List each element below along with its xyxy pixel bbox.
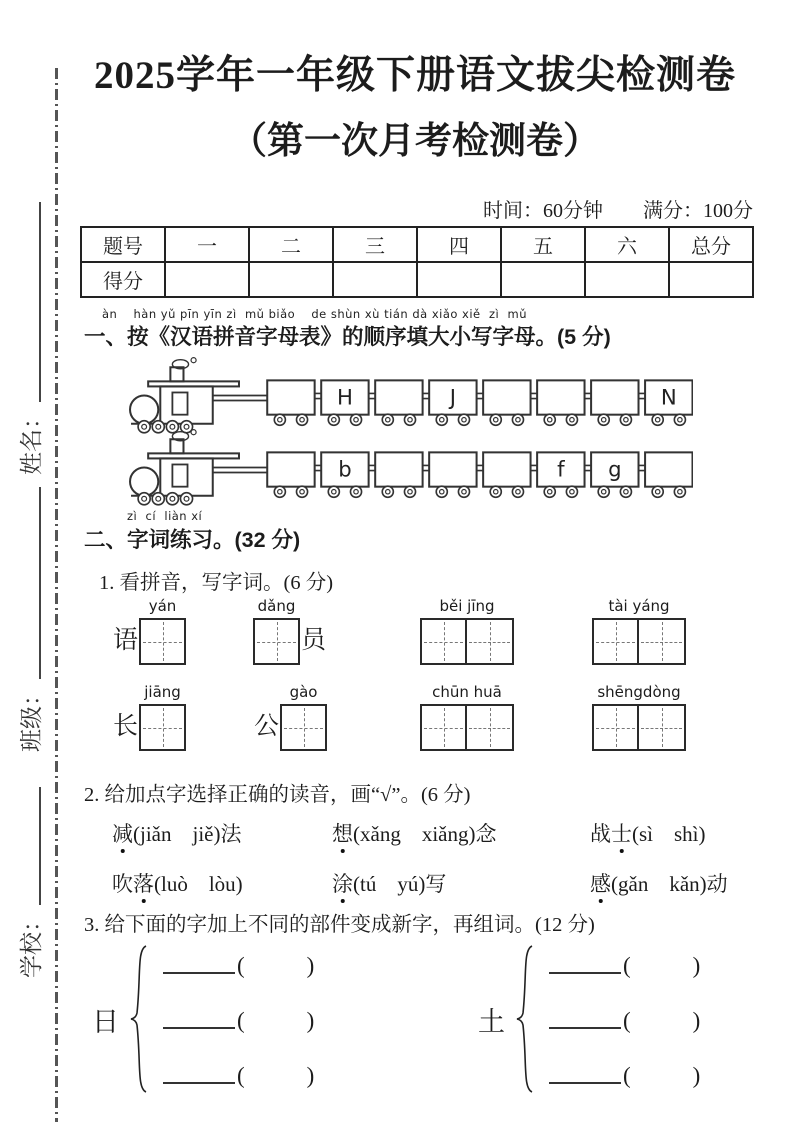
character-writing-box [139,618,186,665]
section2-heading: 二、字词练习。(32 分) [84,528,301,552]
pinyin-word-group [253,597,327,665]
new-character-blank [549,1062,621,1084]
new-character-blank [549,1007,621,1029]
answer-line [549,1007,700,1031]
answer-lines [549,952,700,1086]
pinyin-label: yán [148,597,177,615]
score-table-col-header: 总分 [669,227,753,262]
paren-open: ( [623,1063,631,1088]
pinyin-label: jiāng [144,683,181,701]
pinyin-word-group [592,597,686,665]
pinyin-word-group [112,683,186,751]
train-car [267,380,321,425]
character-writing-box [467,704,514,751]
paren-close: ) [692,953,701,978]
paren-close: ) [692,1008,701,1033]
train-car [483,452,537,497]
section2-pinyin: zì cí liàn xí [127,509,203,523]
character-writing-box [592,704,639,751]
locomotive-window [172,392,187,414]
base-character: 日 [92,1006,119,1037]
score-table [80,226,754,298]
answer-lines [163,952,314,1086]
score-table-header-row [81,227,753,262]
train-car-letter: f [557,456,565,482]
new-character-blank [163,1062,235,1084]
dotted-character: 落 [133,868,154,898]
pronunciation-choice-item [112,818,241,848]
train-car [321,380,375,425]
dotted-character: 士 [611,818,632,848]
score-cell-empty [249,262,333,297]
score-table-col-header: 四 [417,227,501,262]
train-car [267,452,321,497]
base-character: 土 [478,1006,505,1037]
pinyin-choices: (jiǎn jiě) [133,822,221,846]
character-writing-box [467,618,514,665]
train-2 [128,428,693,507]
character-writing-box [420,618,467,665]
word-building-group [92,943,314,1095]
answer-line [163,1062,314,1086]
score-cell-empty [585,262,669,297]
pronunciation-choice-item [112,868,243,898]
score-table-row1-label: 题号 [81,227,165,262]
train-car [591,380,645,425]
character-writing-box [280,704,327,751]
character-writing-box [253,618,300,665]
answer-line [163,1007,314,1031]
question2-items [84,815,764,915]
train-car-letter: J [449,384,456,410]
question3-title: 3. 给下面的字加上不同的部件变成新字，再组词。(12 分) [84,914,595,936]
train-car [645,380,692,425]
character-writing-box [592,618,639,665]
score-table-col-header: 三 [333,227,417,262]
train-car-letter: g [608,456,622,482]
train-car [483,380,537,425]
pinyin-label: běi jīng [439,597,495,615]
pinyin-choices: (luò lòu) [154,872,243,896]
dotted-character: 感 [590,868,611,898]
answer-line [549,1062,700,1086]
pronunciation-choice-item [332,868,446,898]
pronunciation-choice-item [590,818,706,848]
question2-title: 2. 给加点字选择正确的读音，画“√”。(6 分) [84,784,471,806]
train-car [429,452,483,497]
school-blank-line [21,787,41,905]
score-table-col-header: 二 [249,227,333,262]
exam-title: 2025学年一年级下册语文拔尖检测卷 [93,54,736,97]
plain-character: 吹 [112,872,133,896]
time-info: 时间：60分钟 满分：100分 [483,200,753,222]
school-label: 学校： [19,909,44,978]
exam-subtitle: （第一次月考检测卷） [230,121,600,162]
section1-heading: 一、按《汉语拼音字母表》的顺序填大小写字母。(5 分) [84,325,611,349]
plain-character: 法 [220,822,242,846]
train-car [645,452,692,497]
new-character-blank [163,952,235,974]
pinyin-choices: (tú yú) [353,872,426,896]
train-car [591,452,645,497]
score-table-col-header: 一 [165,227,249,262]
score-cell-empty [417,262,501,297]
pinyin-word-group [420,683,514,751]
score-table-row2-label: 得分 [81,262,165,297]
answer-line [549,952,700,976]
plain-character: 动 [706,872,728,896]
pinyin-choices: (xǎng xiǎng) [353,822,476,846]
character-writing-box [420,704,467,751]
paren-close: ) [306,1063,315,1088]
paren-close: ) [692,1063,701,1088]
train-car [537,380,591,425]
score-table-col-header: 五 [501,227,585,262]
pinyin-word-group [253,683,327,751]
pinyin-word-group [420,597,514,665]
brace-icon [129,943,149,1095]
pronunciation-choice-item [590,868,728,898]
locomotive-boiler [130,396,158,424]
character-writing-box [139,704,186,751]
train-car-letter: b [338,456,352,482]
score-table-score-row [81,262,753,297]
score-cell-empty [333,262,417,297]
paren-close: ) [306,1008,315,1033]
locomotive-boiler [130,468,158,496]
dotted-character: 涂 [332,868,353,898]
paren-close: ) [306,953,315,978]
given-character: 语 [113,627,139,654]
pinyin-writing-row-1 [0,597,793,683]
train-car-letter: N [660,384,677,410]
pinyin-word-group [112,597,186,665]
section1-pinyin: àn hàn yǔ pīn yīn zì mǔ biǎo de shùn xù tián dà xiǎo xiě zì mǔ [102,307,527,321]
name-blank-line [21,202,41,402]
character-writing-box [639,704,686,751]
locomotive-window [172,464,187,486]
name-label: 姓名： [19,406,44,475]
question3-area [0,943,793,1113]
pinyin-label: dǎng [257,597,296,615]
train-car [375,380,429,425]
question1-title: 1. 看拼音，写字词。(6 分) [99,572,334,594]
pinyin-choices: (sì shì) [632,822,706,846]
paren-open: ( [623,953,631,978]
given-character: 长 [113,713,139,740]
paren-open: ( [623,1008,631,1033]
pinyin-label: chūn huā [432,683,502,701]
pinyin-label: tài yáng [608,597,670,615]
pronunciation-choice-item [332,818,496,848]
train-car-letter: H [336,384,353,410]
given-character: 员 [301,627,327,654]
train-car [321,452,375,497]
paren-open: ( [237,953,245,978]
new-character-blank [549,952,621,974]
word-building-group [478,943,700,1095]
score-cell-empty [165,262,249,297]
pinyin-label: gào [289,683,318,701]
plain-character: 战 [590,822,611,846]
pinyin-label: shēngdòng [597,683,681,701]
given-character: 公 [254,713,280,740]
plain-character: 念 [475,822,497,846]
paren-open: ( [237,1063,245,1088]
answer-line [163,952,314,976]
new-character-blank [163,1007,235,1029]
train-car [375,452,429,497]
class-label: 班级： [19,683,44,752]
student-name-field [17,165,47,475]
pinyin-writing-row-2 [0,683,793,769]
plain-character: 写 [425,872,447,896]
pinyin-choices: (gǎn kǎn) [611,872,707,896]
score-cell-empty [501,262,585,297]
brace-icon [515,943,535,1095]
character-writing-box [639,618,686,665]
score-table-col-header: 六 [585,227,669,262]
train-car [429,380,483,425]
dotted-character: 想 [332,818,353,848]
train-1 [128,356,693,435]
smoke-puff [191,430,196,435]
score-cell-empty [669,262,753,297]
smoke-puff [191,358,196,363]
dotted-character: 减 [112,818,133,848]
pinyin-word-group [592,683,686,751]
train-car [537,452,591,497]
paren-open: ( [237,1008,245,1033]
